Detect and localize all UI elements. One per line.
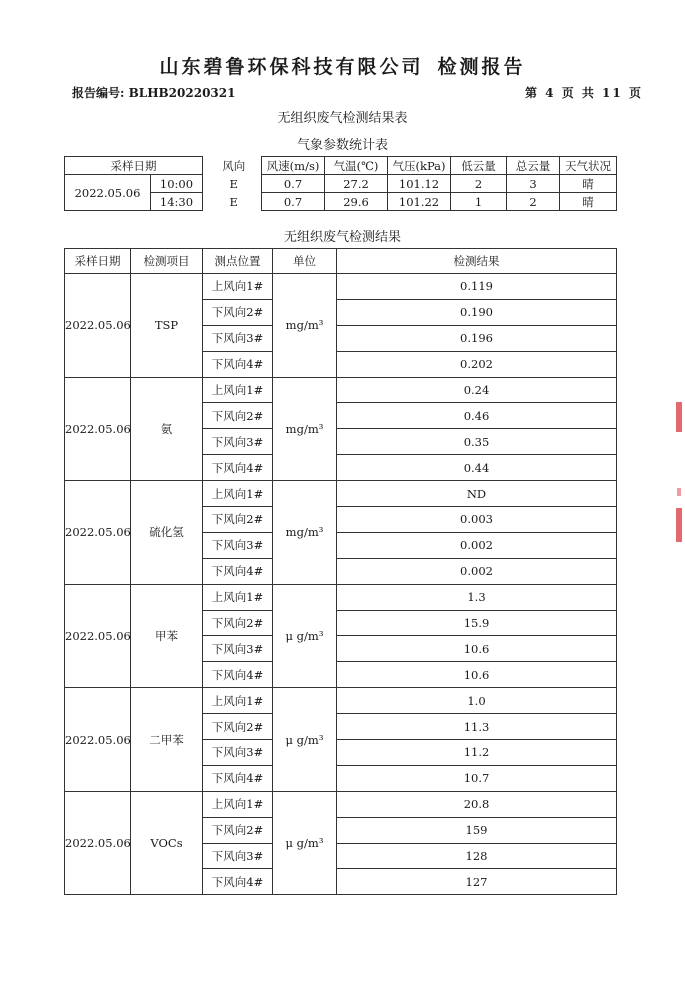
- sample-date: 2022.05.06: [65, 481, 131, 585]
- sampling-point: 下风向3#: [203, 636, 273, 662]
- test-item: 甲苯: [131, 584, 203, 688]
- weather-header-wind-dir: 风向: [207, 157, 262, 175]
- results-header-item: 检测项目: [131, 249, 203, 274]
- seal-fragment: [677, 488, 681, 496]
- weather-header-date: 采样日期: [65, 157, 203, 175]
- sampling-point: 下风向2#: [203, 714, 273, 740]
- sampling-point: 下风向2#: [203, 610, 273, 636]
- weather-header-wind-speed: 风速(m/s): [262, 157, 325, 175]
- test-result: 1.0: [337, 688, 617, 714]
- test-result: 0.002: [337, 558, 617, 584]
- sampling-point: 下风向3#: [203, 429, 273, 455]
- weather-temp: 29.6: [325, 193, 388, 211]
- sampling-point: 上风向1#: [203, 377, 273, 403]
- sampling-point: 上风向1#: [203, 481, 273, 507]
- sampling-point: 上风向1#: [203, 688, 273, 714]
- weather-low-cloud: 1: [451, 193, 507, 211]
- sample-date: 2022.05.06: [65, 377, 131, 481]
- test-result: 0.002: [337, 532, 617, 558]
- weather-header-weather: 天气状况: [560, 157, 617, 175]
- seal-fragment: [676, 508, 682, 542]
- table-row: [65, 584, 617, 610]
- sampling-point: 下风向4#: [203, 869, 273, 895]
- sampling-point: 下风向2#: [203, 403, 273, 429]
- results-table: [64, 248, 617, 895]
- table-row: [65, 481, 617, 507]
- sampling-point: 下风向3#: [203, 532, 273, 558]
- results-header-point: 测点位置: [203, 249, 273, 274]
- test-result: 0.24: [337, 377, 617, 403]
- test-item: 二甲苯: [131, 688, 203, 792]
- table-row: [65, 791, 617, 817]
- weather-wind-dir: E: [207, 175, 262, 193]
- sampling-point: 下风向3#: [203, 843, 273, 869]
- test-result: 10.6: [337, 636, 617, 662]
- weather-header-temp: 气温(℃): [325, 157, 388, 175]
- test-item: TSP: [131, 274, 203, 378]
- test-result: 0.119: [337, 274, 617, 300]
- test-result: 159: [337, 817, 617, 843]
- weather-pressure: 101.12: [388, 175, 451, 193]
- weather-wind-speed: 0.7: [262, 175, 325, 193]
- company-name: 山东碧鲁环保科技有限公司: [159, 56, 424, 78]
- table-row: [65, 688, 617, 714]
- sampling-point: 下风向4#: [203, 351, 273, 377]
- weather-total-cloud: 3: [507, 175, 560, 193]
- sampling-point: 下风向2#: [203, 507, 273, 533]
- unit: mg/m³: [273, 274, 337, 378]
- sample-date: 2022.05.06: [65, 791, 131, 895]
- unit: mg/m³: [273, 377, 337, 481]
- weather-condition: 晴: [560, 175, 617, 193]
- results-header-row: [65, 249, 617, 274]
- weather-low-cloud: 2: [451, 175, 507, 193]
- test-item: VOCs: [131, 791, 203, 895]
- weather-header-total-cloud: 总云量: [507, 157, 560, 175]
- document-type: 检测报告: [437, 56, 526, 78]
- sample-date: 2022.05.06: [65, 688, 131, 792]
- sample-date: 2022.05.06: [65, 584, 131, 688]
- test-result: 11.3: [337, 714, 617, 740]
- test-result: 0.44: [337, 455, 617, 481]
- weather-condition: 晴: [560, 193, 617, 211]
- results-header-value: 检测结果: [337, 249, 617, 274]
- test-result: 0.196: [337, 325, 617, 351]
- sampling-point: 上风向1#: [203, 584, 273, 610]
- sampling-point: 下风向4#: [203, 662, 273, 688]
- test-item: 氨: [131, 377, 203, 481]
- sampling-point: 下风向4#: [203, 455, 273, 481]
- seal-fragment: [676, 402, 682, 432]
- sampling-point: 下风向4#: [203, 558, 273, 584]
- weather-header-low-cloud: 低云量: [451, 157, 507, 175]
- weather-time: 10:00: [151, 175, 203, 193]
- test-result: 1.3: [337, 584, 617, 610]
- test-result: ND: [337, 481, 617, 507]
- sampling-point: 下风向3#: [203, 325, 273, 351]
- weather-header-row: [65, 157, 617, 175]
- test-result: 10.6: [337, 662, 617, 688]
- test-result: 11.2: [337, 740, 617, 766]
- sampling-point: 上风向1#: [203, 274, 273, 300]
- test-result: 0.46: [337, 403, 617, 429]
- report-header-title: [0, 52, 685, 79]
- weather-temp: 27.2: [325, 175, 388, 193]
- unit: μ g/m³: [273, 688, 337, 792]
- sampling-point: 下风向2#: [203, 817, 273, 843]
- page-indicator: 第 4 页 共 11 页: [525, 86, 643, 100]
- test-result: 0.202: [337, 351, 617, 377]
- sampling-point: 下风向4#: [203, 765, 273, 791]
- sampling-point: 下风向2#: [203, 299, 273, 325]
- table-row: [65, 274, 617, 300]
- sampling-point: 上风向1#: [203, 791, 273, 817]
- sampling-point: 下风向3#: [203, 740, 273, 766]
- results-header-date: 采样日期: [65, 249, 131, 274]
- unit: μ g/m³: [273, 584, 337, 688]
- test-result: 0.35: [337, 429, 617, 455]
- test-result: 0.190: [337, 299, 617, 325]
- weather-wind-dir: E: [207, 193, 262, 211]
- sample-date: 2022.05.06: [65, 274, 131, 378]
- weather-pressure: 101.22: [388, 193, 451, 211]
- section-title: 无组织废气检测结果表: [277, 111, 408, 126]
- report-number-value: BLHB20220321: [128, 86, 236, 100]
- test-result: 0.003: [337, 507, 617, 533]
- weather-table-caption: 气象参数统计表: [296, 138, 388, 153]
- weather-time: 14:30: [151, 193, 203, 211]
- weather-wind-speed: 0.7: [262, 193, 325, 211]
- weather-row: [65, 175, 617, 193]
- test-result: 10.7: [337, 765, 617, 791]
- weather-parameters-table: [64, 156, 617, 211]
- results-table-caption: 无组织废气检测结果: [283, 230, 401, 245]
- unit: mg/m³: [273, 481, 337, 585]
- test-result: 128: [337, 843, 617, 869]
- unit: μ g/m³: [273, 791, 337, 895]
- report-number: [72, 84, 235, 101]
- test-result: 15.9: [337, 610, 617, 636]
- report-number-label: 报告编号:: [72, 86, 125, 100]
- test-result: 20.8: [337, 791, 617, 817]
- test-item: 硫化氢: [131, 481, 203, 585]
- results-header-unit: 单位: [273, 249, 337, 274]
- table-row: [65, 377, 617, 403]
- test-result: 127: [337, 869, 617, 895]
- weather-date: 2022.05.06: [65, 175, 151, 211]
- weather-header-pressure: 气压(kPa): [388, 157, 451, 175]
- weather-total-cloud: 2: [507, 193, 560, 211]
